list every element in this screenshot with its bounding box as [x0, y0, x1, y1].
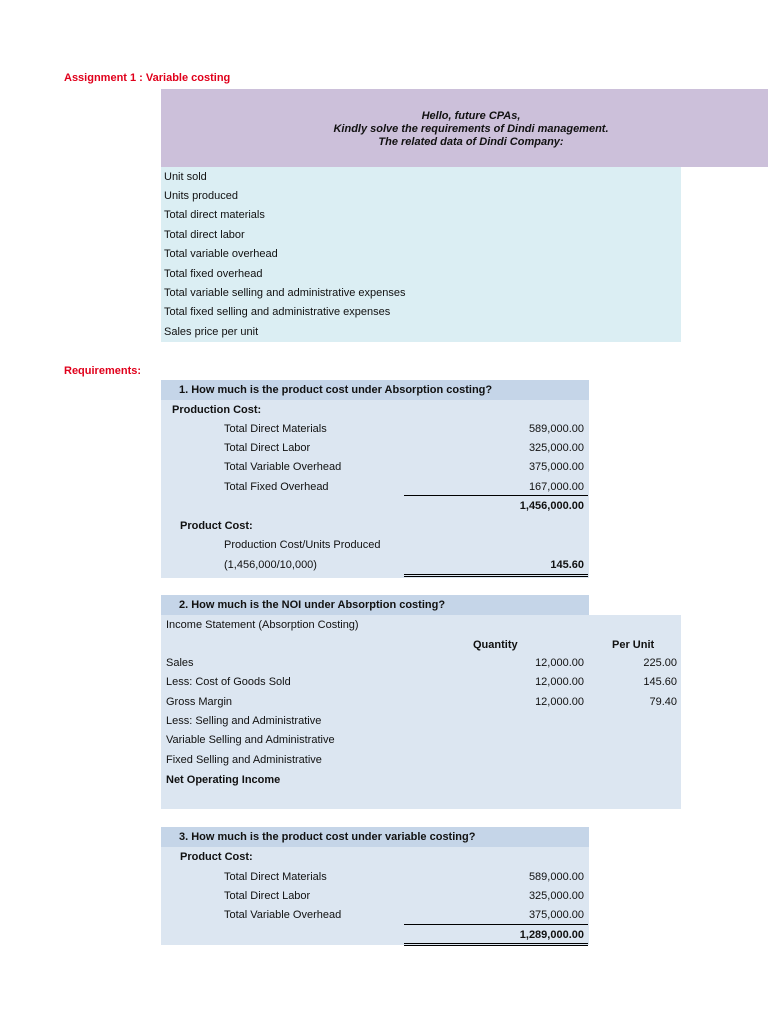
q2-row-label: Variable Selling and Administrative [166, 734, 335, 746]
q1-row-value: 375,000.00 [528, 461, 584, 473]
q3-total-rule-2 [404, 945, 588, 946]
data-item: Units produced [164, 190, 238, 202]
data-item: Total variable overhead [164, 248, 278, 260]
data-item: Total direct labor [164, 229, 245, 241]
q3-row-value: 325,000.00 [528, 890, 584, 902]
data-item: Total fixed overhead [164, 268, 263, 280]
q1-row-label: Total Direct Labor [224, 442, 311, 454]
q1-sum-rule [404, 495, 588, 496]
q1-result-rule-2 [404, 576, 588, 577]
q2-row-quantity: 12,000.00 [535, 696, 584, 708]
intro-line-1: Hello, future CPAs, [421, 110, 521, 122]
q1-row-value: 167,000.00 [528, 481, 584, 493]
q1-production-cost-label: Production Cost: [172, 404, 262, 416]
q1-title: 1. How much is the product cost under Absorption costing? [179, 384, 493, 396]
q2-statement-title: Income Statement (Absorption Costing) [166, 619, 359, 631]
q2-row-per-unit: 225.00 [643, 657, 677, 669]
q1-row-label: Total Fixed Overhead [224, 481, 329, 493]
q1-formula: Production Cost/Units Produced [224, 539, 381, 551]
q2-title: 2. How much is the NOI under Absorption costing? [179, 599, 446, 611]
q1-product-cost-label: Product Cost: [180, 520, 253, 532]
q2-row-quantity: 12,000.00 [535, 657, 584, 669]
q2-row-per-unit: 79.40 [649, 696, 677, 708]
q1-formula-values: (1,456,000/10,000) [224, 559, 317, 571]
intro-text [161, 110, 768, 149]
q2-row-quantity: 12,000.00 [535, 676, 584, 688]
q3-row-label: Total Direct Materials [224, 871, 327, 883]
q1-row-label: Total Direct Materials [224, 423, 327, 435]
q3-row-value: 589,000.00 [528, 871, 584, 883]
data-item: Sales price per unit [164, 326, 259, 338]
q2-quantity-header: Quantity [473, 639, 518, 651]
data-item: Total variable selling and administrative expenses [164, 287, 406, 299]
q2-row-label: Sales [166, 657, 194, 669]
q1-total: 1,456,000.00 [519, 500, 584, 512]
q3-sum-rule [404, 924, 588, 925]
q3-product-cost-label: Product Cost: [180, 851, 253, 863]
q3-title: 3. How much is the product cost under variable costing? [179, 831, 476, 843]
q3-total: 1,289,000.00 [519, 929, 584, 941]
data-item: Total direct materials [164, 209, 265, 221]
q2-row-label: Less: Cost of Goods Sold [166, 676, 291, 688]
q2-per-unit-header: Per Unit [612, 639, 655, 651]
data-item: Total fixed selling and administrative expenses [164, 306, 391, 318]
data-item: Unit sold [164, 171, 207, 183]
q1-result-rule [404, 574, 588, 575]
q2-row-label: Less: Selling and Administrative [166, 715, 322, 727]
assignment-title: Assignment 1 : Variable costing [64, 72, 231, 84]
q3-row-label: Total Direct Labor [224, 890, 311, 902]
q2-noi-label: Net Operating Income [166, 774, 281, 786]
q1-row-value: 589,000.00 [528, 423, 584, 435]
q3-total-rule [404, 943, 588, 944]
q2-row-per-unit: 145.60 [643, 676, 677, 688]
q2-row-label: Fixed Selling and Administrative [166, 754, 322, 766]
intro-line-3: The related data of Dindi Company: [378, 136, 564, 148]
q2-row-label: Gross Margin [166, 696, 233, 708]
q3-row-value: 375,000.00 [528, 909, 584, 921]
q1-result: 145.60 [550, 559, 584, 571]
intro-line-2: Kindly solve the requirements of Dindi management. [333, 123, 609, 135]
q1-row-label: Total Variable Overhead [224, 461, 342, 473]
q1-row-value: 325,000.00 [528, 442, 584, 454]
q3-row-label: Total Variable Overhead [224, 909, 342, 921]
requirements-label: Requirements: [64, 365, 142, 377]
